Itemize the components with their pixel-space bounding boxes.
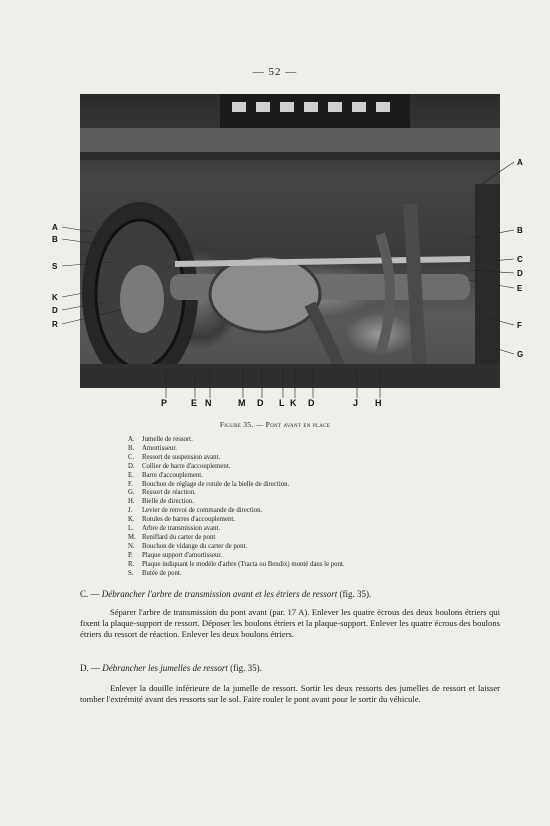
legend-item <box>128 481 345 490</box>
legend-item <box>128 472 345 481</box>
legend-text: Amortisseur. <box>142 444 177 452</box>
legend-item <box>128 498 345 507</box>
legend-item <box>128 561 345 570</box>
legend-item <box>128 445 345 454</box>
legend-key: H. <box>128 498 135 506</box>
callout-right-c: C <box>517 255 523 264</box>
legend-key: F. <box>128 480 133 488</box>
legend-text: Levier de renvoi de commande de direction. <box>142 507 263 515</box>
legend-text: Plaque indiquant le modèle d'arbre (Tracta ou Bendix) monté dans le pont. <box>142 560 345 568</box>
legend-key: L. <box>128 525 134 533</box>
legend-item <box>128 534 345 543</box>
bottom-label-k: K <box>290 398 297 408</box>
section-d-letter: D. — <box>80 663 100 673</box>
legend-text: Ressort de suspension avant. <box>142 453 221 461</box>
legend-text: Barre d'accouplement. <box>142 471 203 479</box>
legend-item <box>128 543 345 552</box>
legend-key: K. <box>128 516 135 524</box>
callout-right-g: G <box>517 350 524 359</box>
callout-right-b: B <box>517 226 523 235</box>
legend-key: R. <box>128 560 135 568</box>
legend-text: Bouchon de vidange du carter de pont. <box>142 542 248 550</box>
section-d-heading <box>80 663 262 673</box>
legend-item <box>128 552 345 561</box>
legend-key: A. <box>128 436 135 443</box>
callout-left-b: B <box>52 235 58 244</box>
legend-text: Ressort de réaction. <box>142 489 196 497</box>
callout-right-a: A <box>517 158 523 167</box>
legend-key: G. <box>128 489 135 497</box>
legend-key: B. <box>128 444 135 452</box>
bottom-label-n: N <box>205 398 212 408</box>
section-c-title: Débrancher l'arbre de transmission avant et les étriers de ressort <box>101 589 338 599</box>
bottom-label-p: P <box>161 398 168 408</box>
legend-item <box>128 516 345 525</box>
section-d-ref: (fig. 35). <box>230 663 262 673</box>
section-c-ref: (fig. 35). <box>339 589 372 599</box>
legend-key: S. <box>128 569 134 577</box>
legend-text: Reniflard du carter de pont <box>142 533 216 541</box>
section-c-letter: C. — <box>80 589 100 599</box>
legend-key: N. <box>128 542 135 550</box>
legend-text: Bielle de direction. <box>142 498 194 506</box>
legend-key: D. <box>128 462 135 470</box>
legend-text: Butée de pont. <box>142 569 182 577</box>
bottom-label-d2: D <box>308 398 315 408</box>
legend-key: M. <box>128 533 136 541</box>
callout-left-k: K <box>52 293 58 302</box>
legend-text: Jumelle de ressort. <box>142 436 193 443</box>
callout-left-s: S <box>52 262 58 271</box>
callout-right-f: F <box>517 321 522 330</box>
section-c-paragraph: Séparer l'arbre de transmission du pont avant (par. 17 A). Enlever les quatre écrous des deux boulons étriers qui fixent la plaque-support de ressort. Déposer les boulons étriers et la plaque-support. Enlever les quatre écrous des boulons étriers du ressort de réaction. Enlever les deux boulons étriers. <box>80 607 500 639</box>
legend-item <box>128 570 345 579</box>
bottom-label-j: J <box>353 398 359 408</box>
legend-text: Collier de barre d'accouplement. <box>142 462 231 470</box>
bottom-label-d: D <box>257 398 264 408</box>
legend-key: J. <box>128 507 133 515</box>
legend-text: Plaque support d'amortisseur. <box>142 551 222 559</box>
callout-left-r: R <box>52 320 58 329</box>
legend-item <box>128 436 345 445</box>
legend-item <box>128 507 345 516</box>
bottom-label-l: L <box>279 398 285 408</box>
figure-caption: Figure 35. — Pont avant en place <box>219 420 331 429</box>
section-d-paragraph: Enlever la douille inférieure de la jumelle de ressort. Sortir les deux ressorts des jumelles de ressort et laisser tomber l'extrémité avant des ressorts sur le sol. Faire rouler le pont avant pour le sortir du véhicule. <box>80 683 500 704</box>
bottom-label-h: H <box>375 398 382 408</box>
legend-text: Rotules de barres d'accouplement. <box>142 516 235 524</box>
legend-item <box>128 463 345 472</box>
legend-item <box>128 454 345 463</box>
legend-text: Bouchon de réglage de rotule de la bielle de direction. <box>142 480 290 488</box>
bottom-label-e: E <box>191 398 198 408</box>
callout-left-a: A <box>52 223 58 232</box>
legend-item <box>128 489 345 498</box>
bottom-label-m: M <box>238 398 246 408</box>
callout-right-e: E <box>517 284 523 293</box>
legend-text: Arbre de transmission avant. <box>142 525 221 533</box>
callout-left-d: D <box>52 306 58 315</box>
section-c-heading <box>80 589 371 599</box>
figure-legend <box>128 436 345 579</box>
section-d-title: Débrancher les jumelles de ressort <box>102 663 228 673</box>
callout-right-d: D <box>517 269 523 278</box>
legend-key: E. <box>128 471 134 479</box>
legend-item <box>128 525 345 534</box>
page-number: — 52 — <box>252 66 298 78</box>
legend-key: P. <box>128 551 133 559</box>
legend-key: C. <box>128 453 135 461</box>
